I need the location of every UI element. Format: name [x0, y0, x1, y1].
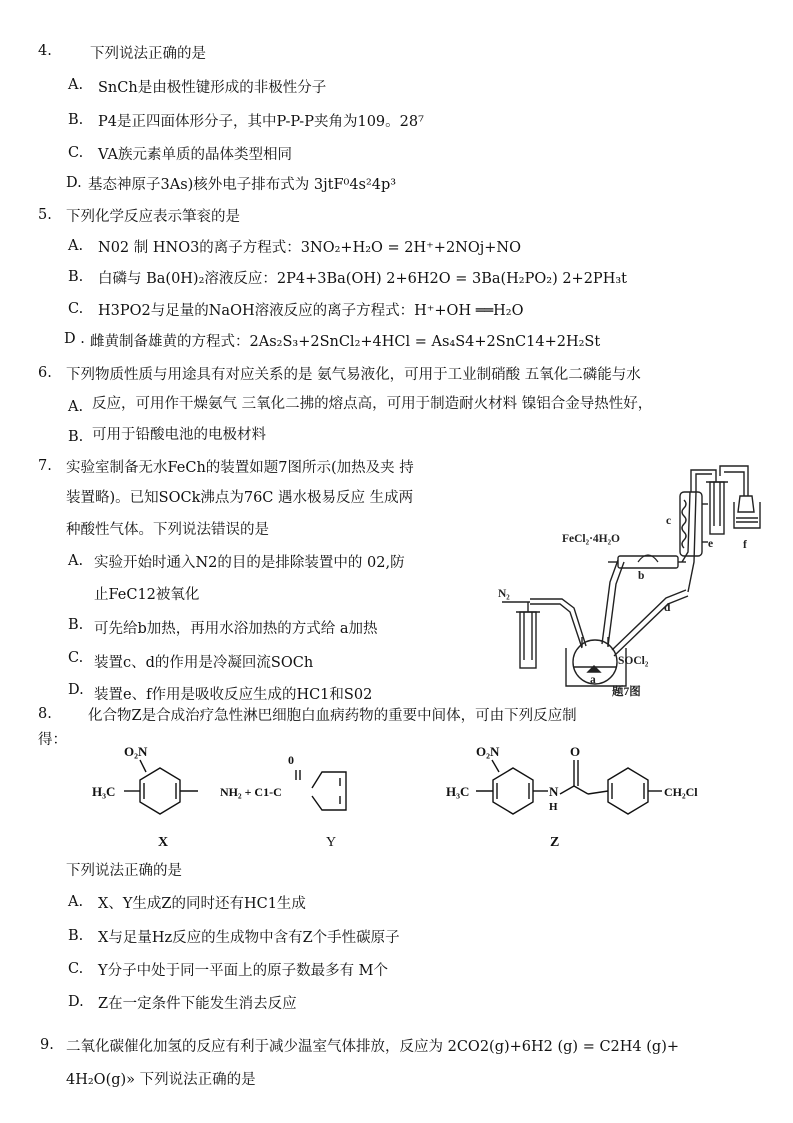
option-label: C. [68, 301, 84, 317]
option-label: D. [68, 994, 84, 1010]
z-ch2cl: CH₂Cl [664, 785, 698, 799]
question-number: 8. [38, 706, 52, 722]
question-line: 装置略)。已知SOCk沸点为76C 遇水极易反应 生成两 [66, 490, 414, 506]
option-label: C. [68, 145, 84, 161]
option-label: C. [68, 650, 84, 666]
question-stem: 下列说法正确的是 [66, 863, 182, 879]
z-no2: O₂N [476, 744, 500, 759]
question-line: 可用于铅酸电池的电极材料 [92, 427, 266, 443]
option-text: VA族元素单质的晶体类型相同 [98, 147, 292, 163]
option-text: 雌黄制备雄黄的方程式：2As₂S₃+2SnCl₂+4HCl = As₄S4+2SnC14+2H₂St [90, 334, 601, 350]
question-line: 实验室制备无水FeCh的装置如题7图所示(加热及夹 持 [66, 460, 414, 476]
option-label: A. [68, 77, 84, 93]
option-text: H3PO2与足量的NaOH溶液反应的离子方程式：H⁺+OH ══H₂O [98, 303, 524, 319]
z-n: N [549, 784, 559, 799]
option-label: B. [68, 928, 84, 944]
y-o: 0 [288, 753, 294, 767]
x-h3c: H₃C [92, 784, 116, 799]
letter-b: b [638, 570, 645, 582]
option-text: Z在一定条件下能发生消去反应 [98, 996, 297, 1012]
letter-f: f [743, 539, 747, 551]
question-line: 得： [38, 732, 67, 748]
label-z: Z [550, 835, 560, 850]
option-text: X、Y生成Z的同时还有HC1生成 [98, 896, 306, 912]
option-label: D. [68, 682, 84, 698]
option-text: 止FeC12被氧化 [94, 587, 200, 603]
letter-d: d [664, 602, 671, 614]
question-line: 二氧化碳催化加氢的反应有利于减少温室气体排放，反应为 2CO2(g)+6H2 (g) = C2H4 (g)+ [66, 1039, 679, 1055]
x-no2: O₂N [124, 744, 148, 759]
apparatus-figure [490, 452, 780, 704]
option-label: B. [68, 429, 84, 445]
socl2-label: SOCl₂ [618, 655, 649, 667]
letter-e: e [708, 538, 714, 550]
z-h: H [549, 801, 558, 813]
question-number: 5. [38, 207, 52, 223]
z-carbonyl-o: O [570, 744, 581, 759]
question-number: 6. [38, 365, 52, 381]
option-text: Y分子中处于同一平面上的原子数最多有 M个 [98, 963, 389, 979]
option-label: A. [68, 894, 84, 910]
y-nh2-plus: NH₂ + C1-C [220, 785, 282, 799]
option-text: 装置c、d的作用是冷凝回流SOCh [94, 655, 314, 671]
n2-label: N₂ [498, 588, 510, 600]
question-line: 化合物Z是合成治疗急性淋巴细胞白血病药物的重要中间体，可由下列反应制 [88, 708, 577, 724]
letter-a: a [590, 674, 596, 686]
option-text: 基态神原子3As)核外电子排布式为 3jtF⁰4s²4p³ [88, 177, 397, 193]
option-text: 实验开始时通入N2的目的是排除装置中的 02,防 [94, 555, 405, 571]
reaction-structures [90, 740, 730, 855]
option-label: C. [68, 961, 84, 977]
option-text: SnCh是由极性键形成的非极性分子 [98, 80, 327, 96]
letter-c: c [666, 515, 672, 527]
figure-caption: 题7图 [612, 686, 641, 698]
option-label: B. [68, 617, 84, 633]
option-label: A. [68, 399, 84, 415]
question-number: 4. [38, 43, 52, 59]
option-text: X与足量Hz反应的生成物中含有Z个手性碳原子 [98, 930, 400, 946]
question-stem: 下列说法正确的是 [90, 46, 206, 62]
option-label: B. [68, 269, 84, 285]
option-label: A. [68, 553, 84, 569]
question-number: 9. [40, 1037, 54, 1053]
option-text: P4是正四面体形分子，其中P-P-P夹角为109。28⁷ [98, 114, 424, 130]
label-x: X [158, 835, 169, 850]
option-text: N02 制 HNO3的离子方程式：3NO₂+H₂O = 2H⁺+2NOj+NO [98, 240, 521, 256]
question-stem: 下列化学反应表示筆衮的是 [66, 209, 240, 225]
option-label: A. [68, 238, 84, 254]
z-h3c: H₃C [446, 784, 470, 799]
reagent-label: FeCl₂·4H₂O [562, 533, 620, 545]
question-line: 种酸性气体。下列说法错误的是 [66, 522, 269, 538]
option-text: 可先给b加热，再用水浴加热的方式给 a加热 [94, 621, 378, 637]
option-text: 白磷与 Ba(0H)₂溶液反应：2P4+3Ba(OH) 2+6H2O = 3Ba(H₂PO₂) 2+2PH₃t [98, 271, 627, 287]
option-label: D. [66, 175, 82, 191]
question-line: 反应，可用作干燥氨气 三氧化二拂的熔点高，可用于制造耐火材料 镍铝合金导热性好， [92, 396, 653, 412]
question-line: 下列物质性质与用途具有对应关系的是 氨气易液化，可用于工业制硝酸 五氧化二磷能与水 [66, 367, 641, 383]
question-number: 7. [38, 458, 52, 474]
option-label: B. [68, 112, 84, 128]
question-line: 4H₂O(g)» 下列说法正确的是 [66, 1072, 256, 1088]
label-y: Y [326, 835, 337, 850]
option-label: D . [64, 331, 85, 347]
option-text: 装置e、f作用是吸收反应生成的HC1和S02 [94, 687, 373, 703]
